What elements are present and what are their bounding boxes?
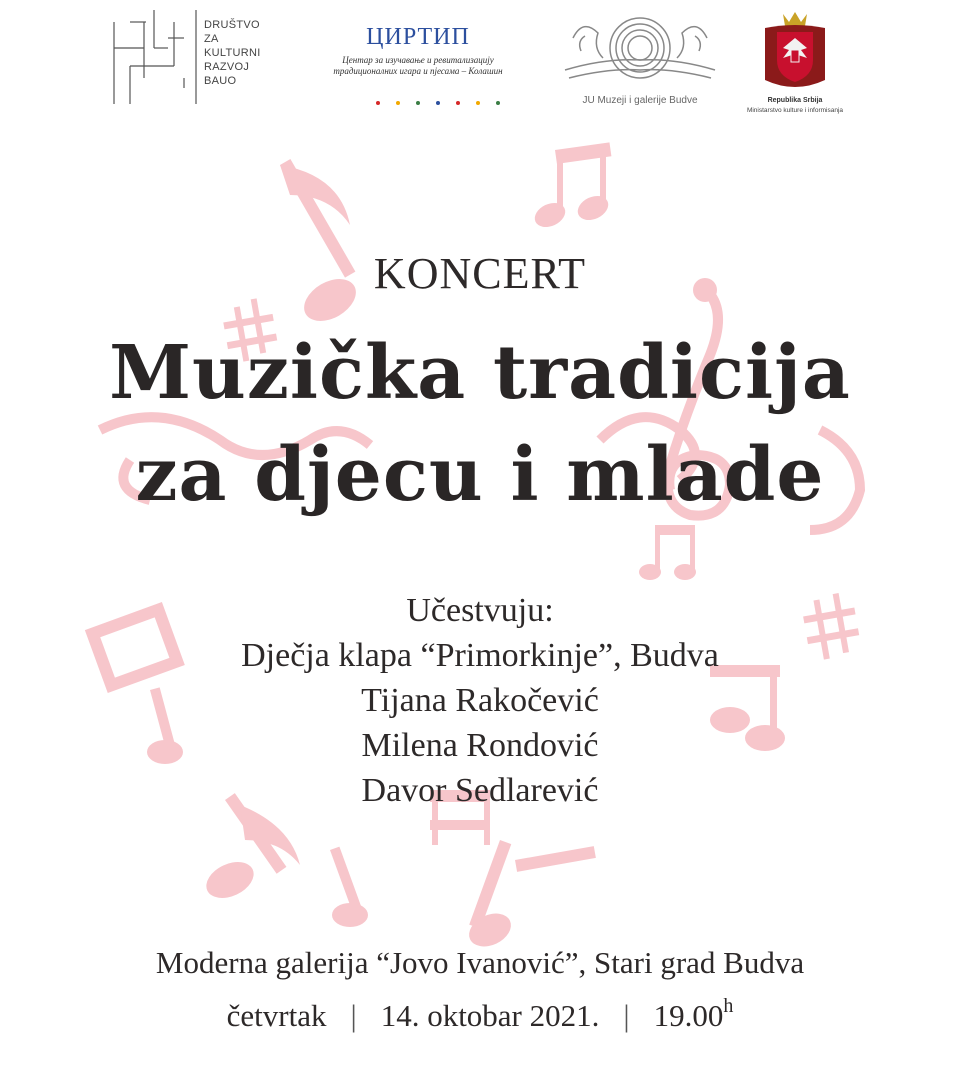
drustvo-line: KULTURNI	[204, 47, 261, 59]
event-time: 19.00	[653, 998, 724, 1033]
cirtip-subtitle-line: Центар за изучавање и ревитализацију	[342, 55, 494, 65]
participants-heading: Učestvuju:	[406, 592, 554, 629]
drustvo-line: ZA	[204, 33, 219, 45]
srbija-logo	[735, 8, 855, 123]
event-title-line1: Muzička tradicija	[109, 330, 851, 416]
event-date: 14. oktobar 2021.	[380, 998, 600, 1033]
participant-name: Davor Sedlarević	[361, 772, 599, 809]
event-day: četvrtak	[226, 998, 327, 1033]
dot	[436, 101, 440, 105]
eighth-note-icon	[464, 840, 596, 953]
event-venue: Moderna galerija “Jovo Ivanović”, Stari grad Budva	[155, 945, 805, 980]
participant-name: Tijana Rakočević	[361, 682, 599, 719]
drustvo-logo	[110, 8, 280, 118]
eighth-note-icon	[280, 159, 363, 330]
ministry-name: Ministarstvo kulture i informisanja	[746, 107, 844, 114]
event-kind: KONCERT	[373, 249, 587, 298]
dot	[396, 101, 400, 105]
cirtip-dots	[368, 90, 508, 109]
sponsor-logos	[0, 0, 960, 125]
beamed-note-icon	[531, 142, 612, 231]
cirtip-subtitle	[298, 55, 538, 77]
event-datetime	[0, 995, 960, 1034]
participant-name: Milena Rondović	[361, 727, 599, 764]
beamed-note-icon	[639, 525, 696, 580]
dot	[476, 101, 480, 105]
drustvo-logo-icon	[110, 8, 198, 104]
cirtip-title: ЦИРТИП	[366, 24, 470, 50]
participant-name: Dječja klapa “Primorkinje”, Budva	[241, 637, 719, 674]
event-time-suffix: h	[723, 995, 734, 1017]
dot	[456, 101, 460, 105]
ju-muzeji-caption: JU Muzeji i galerije Budve	[582, 95, 698, 106]
dot	[496, 101, 500, 105]
cirtip-logo	[298, 8, 538, 118]
drustvo-line: DRUŠTVO	[204, 19, 260, 31]
ju-muzeji-logo	[555, 8, 725, 118]
drustvo-name	[204, 18, 261, 88]
eighth-note-icon	[330, 847, 368, 927]
srbija-name: Republika Srbija	[767, 97, 823, 104]
drustvo-line: RAZVOJ	[204, 61, 250, 73]
separator: |	[350, 998, 357, 1033]
serbia-coat-of-arms-icon	[735, 8, 855, 94]
participants-section	[0, 588, 960, 813]
dot	[376, 101, 380, 105]
cirtip-subtitle-line: традиционалних игара и пјесама – Колашин	[333, 66, 503, 76]
ju-muzeji-logo-icon	[555, 8, 725, 88]
event-title-line2: za djecu i mlade	[135, 432, 825, 518]
dot	[416, 101, 420, 105]
drustvo-line: BAUO	[204, 75, 237, 87]
separator: |	[623, 998, 630, 1033]
